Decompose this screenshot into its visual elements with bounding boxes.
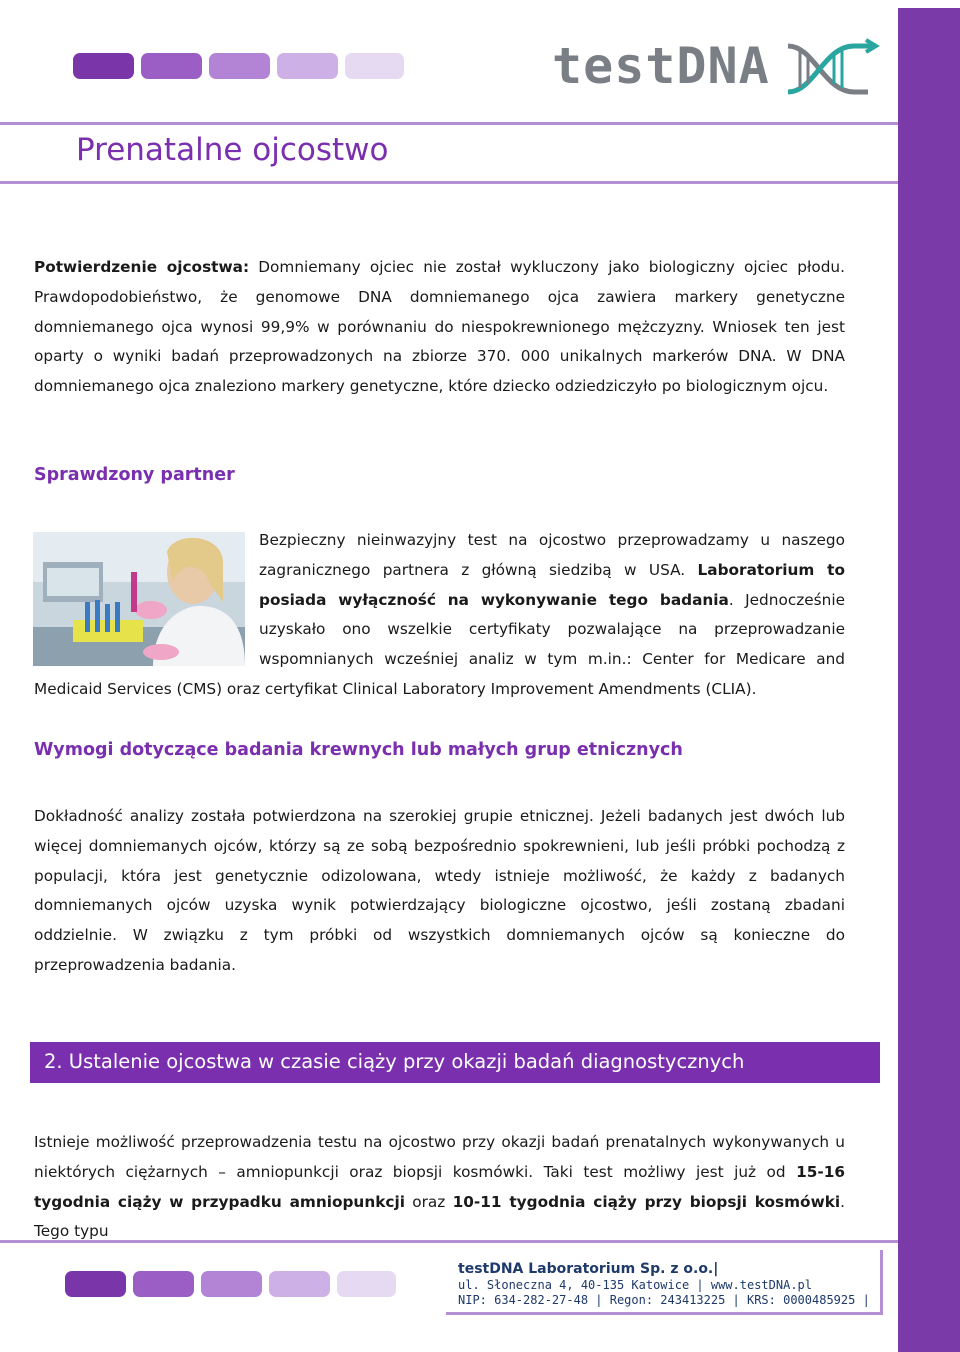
header-pill xyxy=(141,53,202,79)
page-title: Prenatalne ojcostwo xyxy=(76,132,389,168)
s2-bold-1: 15-16 tygodnia ciąży w przypadku amniopunkcji xyxy=(34,1162,845,1211)
title-rule xyxy=(0,181,898,184)
paragraph-text: Domniemany ojciec nie został wykluczony jako biologiczny ojciec płodu. Prawdopodobieństwo, że genomowe DNA domniemanego ojca zawiera markery genetyczne domniemanego ojca wynosi 99,9% w porównaniu do niespokrewnionego mężczyzny. Wniosek ten jest oparty o wyniki badań przeprowadzonych na zbiorze 370. 000 unikalnych markerów DNA. W DNA domniemanego ojca znaleziono markery genetyczne, które dziecko odziedziczyło po biologicznym ojcu. xyxy=(34,258,845,396)
footer-rule xyxy=(0,1240,898,1243)
header-pill xyxy=(345,53,404,79)
s2-text-1: Istnieje możliwość przeprowadzenia testu na ojcostwo przy okazji badań prenatalnych wykonywanych u niektórych ciężarnych – amniopunkcji oraz biopsji kosmówki. Taki test możliwy jest już od xyxy=(34,1133,845,1181)
requirements-heading: Wymogi dotyczące badania krewnych lub małych grup etnicznych xyxy=(34,740,683,760)
footer-company-info xyxy=(458,1260,870,1308)
footer-pill xyxy=(201,1271,262,1297)
footer-company-name: testDNA Laboratorium Sp. z o.o.| xyxy=(458,1261,719,1277)
requirements-paragraph: Dokładność analizy została potwierdzona na szerokiej grupie etnicznej. Jeżeli badanych jest dwóch lub więcej domniemanych ojców, którzy są ze sobą bezpośrednio spokrewnieni, lub jeśli próbki pochodzą z populacji, która jest genetycznie odizolowana, wtedy istnieje możliwość, że każdy z badanych domniemanych ojców uzyska wynik potwierdzający biologiczne ojcostwo, jeśli zostaną zbadani oddzielnie. W związku z tym próbki od wszystkich domniemanych ojców są konieczne do przeprowadzenia badania. xyxy=(34,807,845,974)
image-spacer xyxy=(34,526,259,674)
partner-text-2: . Jednocześnie uzyskało ono wszelkie certyfikaty pozwalające na przeprowadzanie wspomnianych wcześniej analiz w tym m.in.: Center for Medicare and Medicaid Services (CMS) oraz certyfikat Clinical Laboratory Improvement Amendments (CLIA). xyxy=(34,590,845,698)
header-pill xyxy=(277,53,338,79)
partner-heading: Sprawdzony partner xyxy=(34,465,235,485)
s2-bold-2: 10-11 tygodnia ciąży przy biopsji kosmówki xyxy=(452,1192,841,1211)
paternity-confirmation-paragraph xyxy=(34,253,845,402)
section-2-title: 2. Ustalenie ojcostwa w czasie ciąży przy okazji badań diagnostycznych xyxy=(44,1050,745,1073)
section-2-paragraph xyxy=(34,1128,845,1247)
dna-helix-icon xyxy=(784,38,880,100)
s2-text-3: . Tego typu xyxy=(34,1192,845,1241)
header-pill xyxy=(209,53,270,79)
paragraph-lead: Potwierdzenie ojcostwa: xyxy=(34,258,250,276)
footer-pill xyxy=(65,1271,126,1297)
footer-pill xyxy=(337,1271,396,1297)
side-accent-bar xyxy=(898,8,960,1352)
s2-text-2: oraz xyxy=(404,1192,453,1211)
footer-pill xyxy=(133,1271,194,1297)
logo-wordmark: testDNA xyxy=(552,37,770,95)
partner-bold-text: Laboratorium to posiada wyłączność na wykonywanie tego badania xyxy=(259,560,845,609)
partner-text-1: Bezpieczny nieinwazyjny test na ojcostwo przeprowadzamy u naszego zagranicznego partnera z główną siedzibą w USA. xyxy=(259,531,845,579)
partner-paragraph xyxy=(34,526,845,705)
header-rule xyxy=(0,122,898,125)
section-2-banner xyxy=(30,1042,880,1083)
footer-pill xyxy=(269,1271,330,1297)
header-pill xyxy=(73,53,134,79)
footer-ids: NIP: 634-282-27-48 | Regon: 243413225 | KRS: 0000485925 | xyxy=(458,1293,870,1307)
footer-address: ul. Słoneczna 4, 40-135 Katowice | www.testDNA.pl xyxy=(458,1278,813,1292)
